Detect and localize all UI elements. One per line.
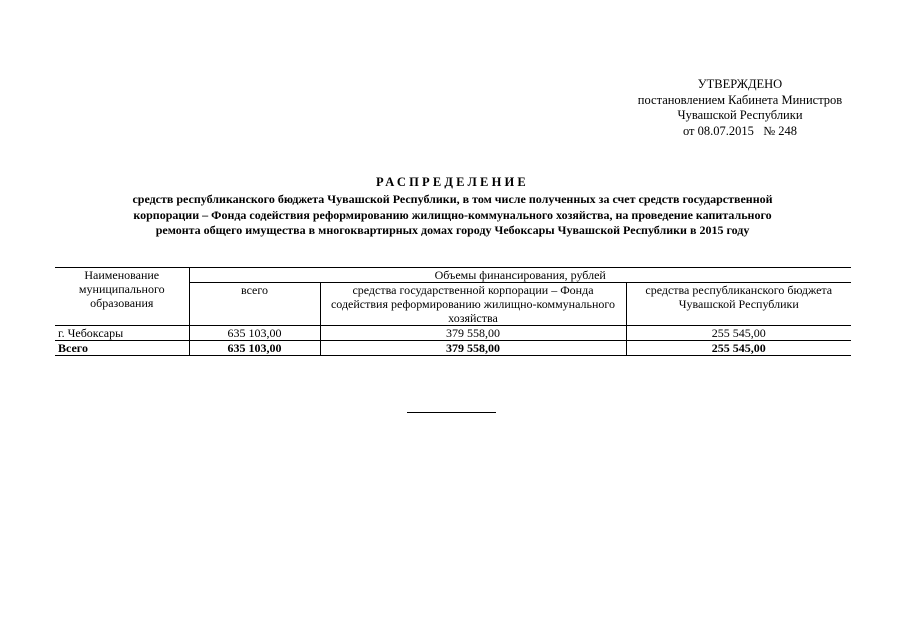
subtitle-line-3: ремонта общего имущества в многоквартирных домах городу Чебоксары Чувашской Республики в 2015 году — [155, 223, 750, 237]
subtitle-line-2: корпорации – Фонда содействия реформированию жилищно-коммунального хозяйства, на проведение капитального — [133, 207, 772, 222]
subtitle-line-1: средств республиканского бюджета Чувашской Республики, в том числе полученных за счет средств государственной — [132, 192, 773, 206]
document-subtitle — [60, 192, 845, 239]
table-row — [55, 326, 851, 341]
approval-authority: постановлением Кабинета Министров — [637, 92, 843, 107]
header-corporation-funds: средства государственной корпорации – Фонда содействия реформированию жилищно-коммунального хозяйства — [320, 283, 626, 326]
approval-heading: УТВЕРЖДЕНО — [697, 77, 783, 91]
cell-municipality: г. Чебоксары — [55, 326, 189, 341]
total-republic: 255 545,00 — [626, 341, 851, 356]
cell-republic: 255 545,00 — [626, 326, 851, 341]
table-header-row — [55, 268, 851, 283]
total-label: Всего — [55, 341, 189, 356]
financing-table — [55, 267, 851, 356]
total-corporation: 379 558,00 — [320, 341, 626, 356]
document-title: РАСПРЕДЕЛЕНИЕ — [376, 175, 529, 189]
header-total: всего — [189, 283, 320, 326]
approval-republic: Чувашской Республики — [677, 108, 803, 122]
separator-line — [407, 412, 496, 413]
table-total-row — [55, 341, 851, 356]
header-municipality: Наименование муниципального образования — [55, 268, 189, 326]
total-sum: 635 103,00 — [189, 341, 320, 356]
cell-corporation: 379 558,00 — [320, 326, 626, 341]
approval-block — [590, 77, 890, 139]
cell-total: 635 103,00 — [189, 326, 320, 341]
header-republic-funds: средства республиканского бюджета Чувашской Республики — [626, 283, 851, 326]
approval-date-number: от 08.07.2015 № 248 — [682, 123, 798, 138]
header-financing-volumes: Объемы финансирования, рублей — [189, 268, 851, 283]
